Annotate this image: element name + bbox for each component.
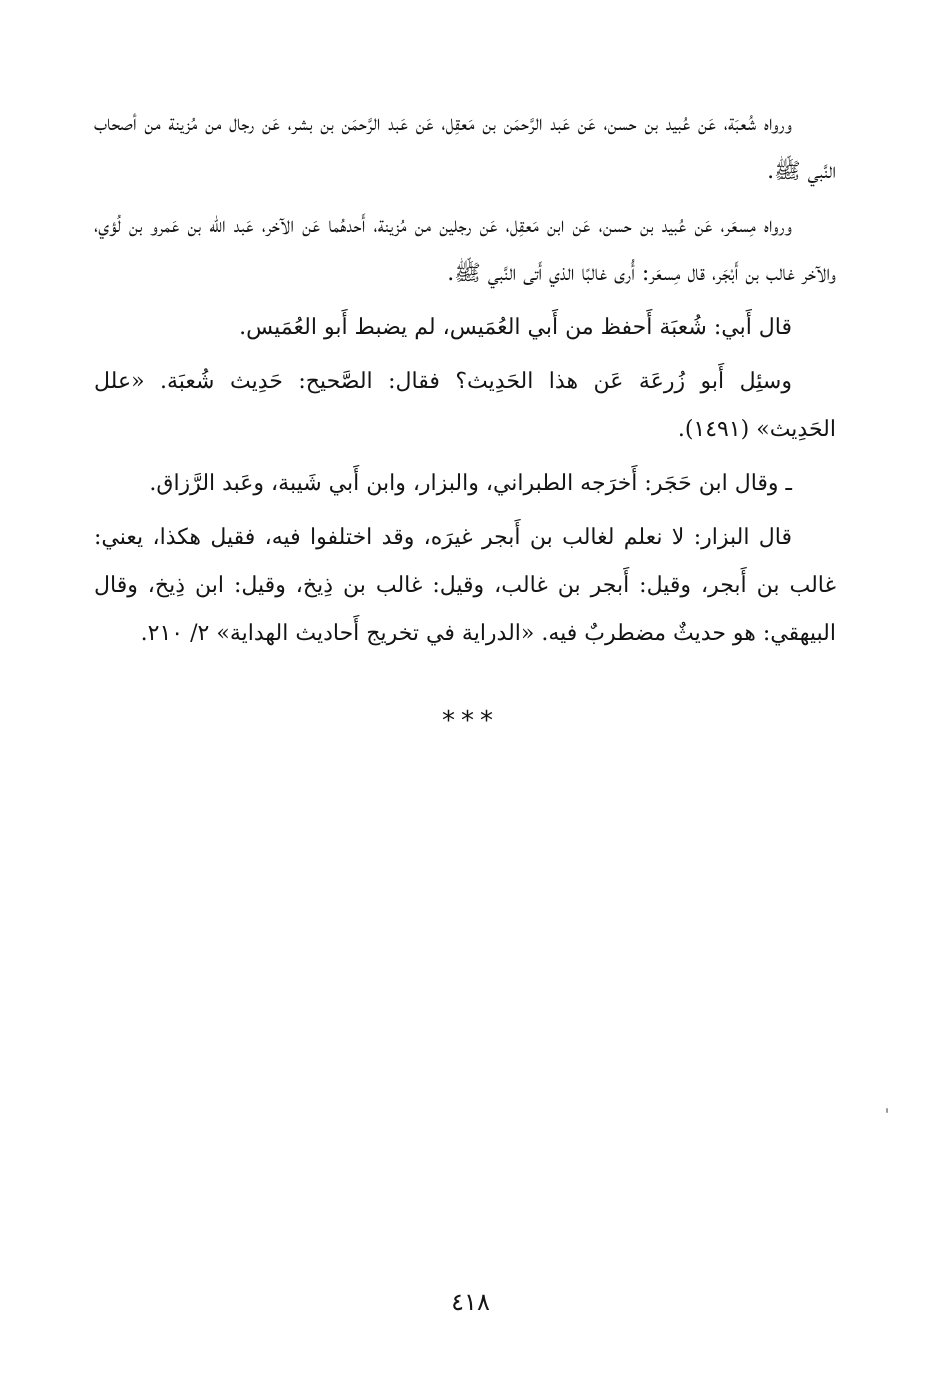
paragraph-shuba-narration: ورواه شُعبَة، عَن عُبيد بن حسن، عَن عَبد الرَّحمَن بن مَعقِل، عَن عَبد الرَّحمَن بن بشر، عَن رجال من مُزينة من أصحاب النَّبي ﷺ. [94, 111, 836, 184]
section-separator: *** [442, 706, 499, 736]
paragraph-bazzar: قال البزار: لا نعلم لغالب بن أَبجر غيرَه، وقد اختلفوا فيه، فقيل هكذا، يعني: غالب بن أَبجر، وقيل: أَبجر بن غالب، وقيل: غالب بن ذِيخ، وقيل: ابن ذِيخ، وقال البيهقي: هو حديثٌ مضطربٌ فيه. «الدراية في تخريج أَحاديث الهداية» ٢/ ٢١٠. [94, 525, 836, 646]
paragraph-abu-zura: وسئِل أَبو زُرعَة عَن هذا الحَدِيث؟ فقال: الصَّحيح: حَدِيث شُعبَة. «علل الحَدِيث» (١٤٩١). [94, 369, 836, 442]
paragraph-ibn-hajar: ـ وقال ابن حَجَر: أَخرَجه الطبراني، والبزار، وابن أَبي شَيبة، وعَبد الرَّزاق. [149, 471, 792, 496]
scan-speck [886, 1108, 888, 1113]
paragraph-abi-comment: قال أَبي: شُعبَة أَحفظ من أَبي العُمَيس، لم يضبط أَبو العُمَيس. [239, 315, 792, 340]
main-text [94, 100, 836, 664]
page-number: ٤١٨ [451, 1288, 490, 1316]
paragraph-misar-narration: ورواه مِسعَر، عَن عُبيد بن حسن، عَن ابن مَعقِل، عَن رجلين من مُزينة، أَحدهُما عَن الآخر، عَبد الله بن عَمرو بن لُؤي، والآخر غالب بن أَبْجَر، قال مِسعَر: أُرى غالبًا الذي أَتى النَّبي ﷺ. [94, 213, 836, 286]
